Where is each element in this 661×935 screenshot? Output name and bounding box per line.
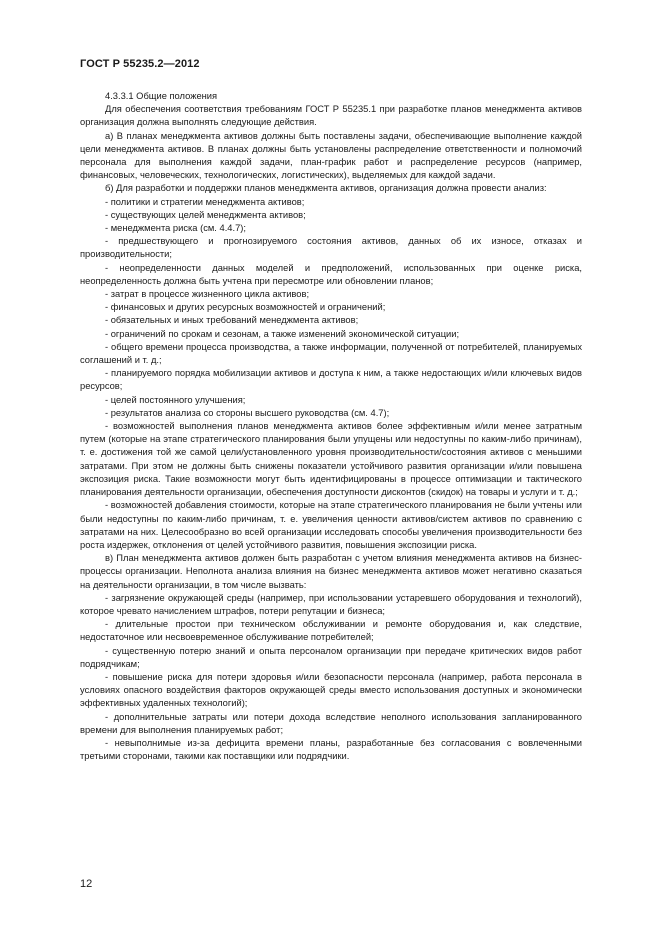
paragraph: - возможностей добавления стоимости, которые на этапе стратегического планирования не были учтены или были недоступны по каким-либо причинам, т. е. увеличения ценности активов/систем активов по сравнению с затратами на них. Целесообразно во всей организации исследовать способы увеличения производительности без роста издержек, отклонения от целей устойчивого развития, повышения экспозиции риска. [80,500,582,550]
paragraph: - общего времени процесса производства, а также информации, полученной от потребителей, планируемых соглашений и т. д.; [80,341,582,366]
paragraph: - затрат в процессе жизненного цикла активов; [105,289,310,300]
paragraph: - финансовых и других ресурсных возможностей и ограничений; [105,302,386,313]
paragraph: - повышение риска для потери здоровья и/или безопасности персонала (например, работа персонала в условиях опасного воздействия факторов окружающей среды вместо использования доступных и экономически эффективных удаленных технологий); [80,671,582,709]
paragraph: - дополнительные затраты или потери дохода вследствие неполного использования запланированного времени для выполнения планируемых работ; [80,711,582,735]
paragraph: - планируемого порядка мобилизации активов и доступа к ним, а также недостающих и/или ключевых видов ресурсов; [80,368,582,392]
paragraph: - результатов анализа со стороны высшего руководства (см. 4.7); [105,407,390,418]
page-number: 12 [80,878,93,890]
paragraph: - обязательных и иных требований менеджмента активов; [105,315,359,326]
paragraph: - неопределенности данных моделей и предположений, использованных при оценке риска, неопределенность должна быть учтена при пересмотре или обновлении планов; [80,262,582,286]
document-body [80,90,582,763]
paragraph: - менеджмента риска (см. 4.4.7); [105,223,246,234]
paragraph: - возможностей выполнения планов менеджмента активов более эффективным и/или менее затратным путем (которые на этапе стратегического планирования были упущены или недоступны по каким-либо причинам), т. е. достижения той же самой цели/установленного уровня производительности/состояния активов с меньшими затратами. При этом не должны быть снижены показатели устойчивого развития организации и/или повышена экспозиция риска. Такие возможности могут быть идентифицированы в процессе оптимизации и тактического планирования деятельности организации, обеспечения доступности дисконтов (скидок) на товары и услуги и т. д.; [80,421,582,498]
paragraph: - загрязнение окружающей среды (например, при использовании устаревшего оборудования и технологий), которое чревато начислением штрафов, потери репутации и бизнеса; [80,592,582,616]
paragraph: - длительные простои при техническом обслуживании и ремонте оборудования и, как следствие, недостаточное или несвоевременное обслуживание потребителей; [80,619,582,643]
paragraph: Для обеспечения соответствия требованиям ГОСТ Р 55235.1 при разработке планов менеджмента активов организация должна выполнять следующие действия. [80,104,582,128]
paragraph: б) Для разработки и поддержки планов менеджмента активов, организация должна провести анализ: [105,183,547,194]
paragraph: - существенную потерю знаний и опыта персоналом организации при передаче критических видов работ подрядчикам; [80,645,582,669]
paragraph: в) План менеджмента активов должен быть разработан с учетом влияния менеджмента активов на бизнес-процессы организации. Неполнота анализа влияния на бизнес менеджмента активов может негативно сказаться на деятельности организации, в том числе вызвать: [80,553,582,590]
paragraph: - политики и стратегии менеджмента активов; [105,196,305,207]
paragraph: - предшествующего и прогнозируемого состояния активов, данных об их износе, отказах и производительности; [80,236,582,260]
paragraph: - целей постоянного улучшения; [105,394,246,405]
paragraph: - ограничений по срокам и сезонам, а также изменений экономической ситуации; [105,328,460,339]
paragraph: - невыполнимые из-за дефицита времени планы, разработанные без согласования с вовлеченными третьими сторонами, такими как поставщики или подрядчики. [80,737,582,762]
paragraph: - существующих целей менеджмента активов; [105,209,306,220]
paragraph: а) В планах менеджмента активов должны быть поставлены задачи, обеспечивающие выполнение каждой цели менеджмента активов. В планах должны быть установлены распределение ответственности и полномочий персонала для выполнения каждой задачи, план-график работ и распределение ресурсов (например, финансовых, человеческих, технологических, логистических), выделяемых для каждой задачи. [80,130,582,181]
paragraph: 4.3.3.1 Общие положения [105,91,218,101]
document-header: ГОСТ Р 55235.2—2012 [80,58,200,70]
